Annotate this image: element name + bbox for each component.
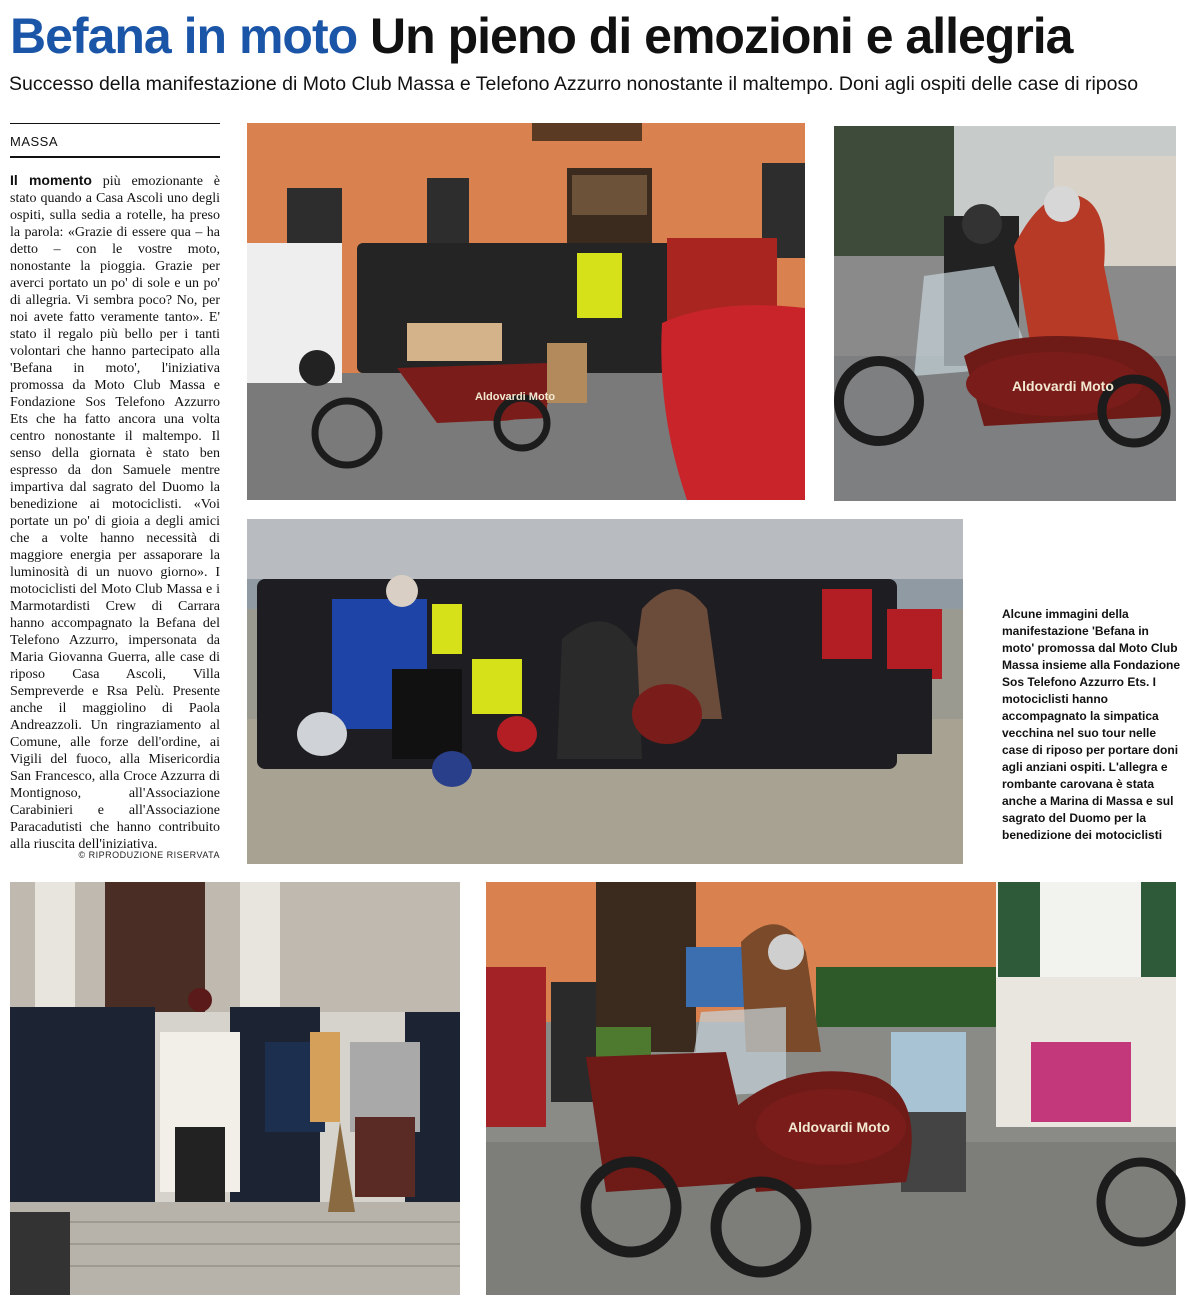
sidecar-lettering: Aldovardi Moto: [1012, 378, 1114, 394]
article-body-text: più emozionante è stato quando a Casa Ascoli uno degli ospiti, sulla sedia a rotelle, ha preso la parola: «Grazie di essere qua – ha detto – con le vostre moto, nonostante la pioggia. Grazie per averci portato un po' di sole e un po' di allegria. Vi sembra poco? No, per noi avete fatto veramente tanto». E' stato il regalo più bello per i tanti volontari che hanno partecipato alla 'Befana in moto', l'iniziativa promossa da Moto Club Massa e Fondazione Sos Telefono Azzurro Ets che ha fatto ancora una volta centro nonostante il maltempo. Il senso della giornata è stato ben espresso da don Samuele mentre impartiva dal sagrato del Duomo la benedizione ai motociclisti. «Voi portate un po' di gioia a degli amici che a volte hanno necessità di maggiore energia per assaporare la luminosità di un nuovo giorno». I motociclisti del Moto Club Massa e i Marmotardisti Crew di Carrara hanno accompagnato la Befana del Telefono Azzurro, impersonata da Maria Giovanna Guerra, alle case di riposo Casa Ascoli, Villa Sempreverde e Rsa Pelù. Presente anche il maggiolino di Paola Andreazzoli. Un ringraziamento al Comune, alle forze dell'ordine, ai Vigili del fuoco, alla Misericordia San Francesco, alla Croce Azzurra di Montignoso, all'Associazione Carabinieri e all'Associazione Paracadutisti che hanno contribuito alla riuscita dell'iniziativa.: [10, 174, 220, 852]
photo-duomo-steps: [10, 882, 460, 1295]
article-lead: Il momento: [10, 172, 92, 188]
sidecar-lettering: Aldovardi Moto: [475, 391, 556, 403]
copyright-notice: © RIPRODUZIONE RISERVATA: [78, 850, 220, 860]
subheadline: Successo della manifestazione di Moto Club Massa e Telefono Azzurro nonostante il maltempo. Doni agli ospiti delle case di riposo: [9, 73, 1139, 95]
column-top-rule: [10, 123, 220, 124]
photo-caption: Alcune immagini della manifestazione 'Befana in moto' promossa dal Moto Club Massa insieme alla Fondazione Sos Telefono Azzurro Ets. I motociclisti hanno accompagnato la simpatica vecchina nel suo tour nelle case di riposo per portare doni agli anziani ospiti. L'allegra e rombante carovana è stata anche a Marina di Massa e sul sagrato del Duomo per la benedizione dei motociclisti: [1002, 607, 1181, 842]
photo-nursing-home: [486, 882, 1176, 1295]
article-body: [10, 172, 220, 852]
headline-kicker: Befana in moto: [10, 8, 358, 64]
photo-befana-sidecar: [834, 126, 1176, 501]
dateline: MASSA: [10, 134, 59, 149]
photo-group-building: [247, 123, 805, 500]
headline-title: Un pieno di emozioni e allegria: [370, 8, 1073, 64]
sidecar-lettering: Aldovardi Moto: [788, 1119, 890, 1135]
photo-large-group: [247, 519, 963, 864]
column-dateline-rule: [10, 156, 220, 158]
headline: [10, 6, 1180, 66]
